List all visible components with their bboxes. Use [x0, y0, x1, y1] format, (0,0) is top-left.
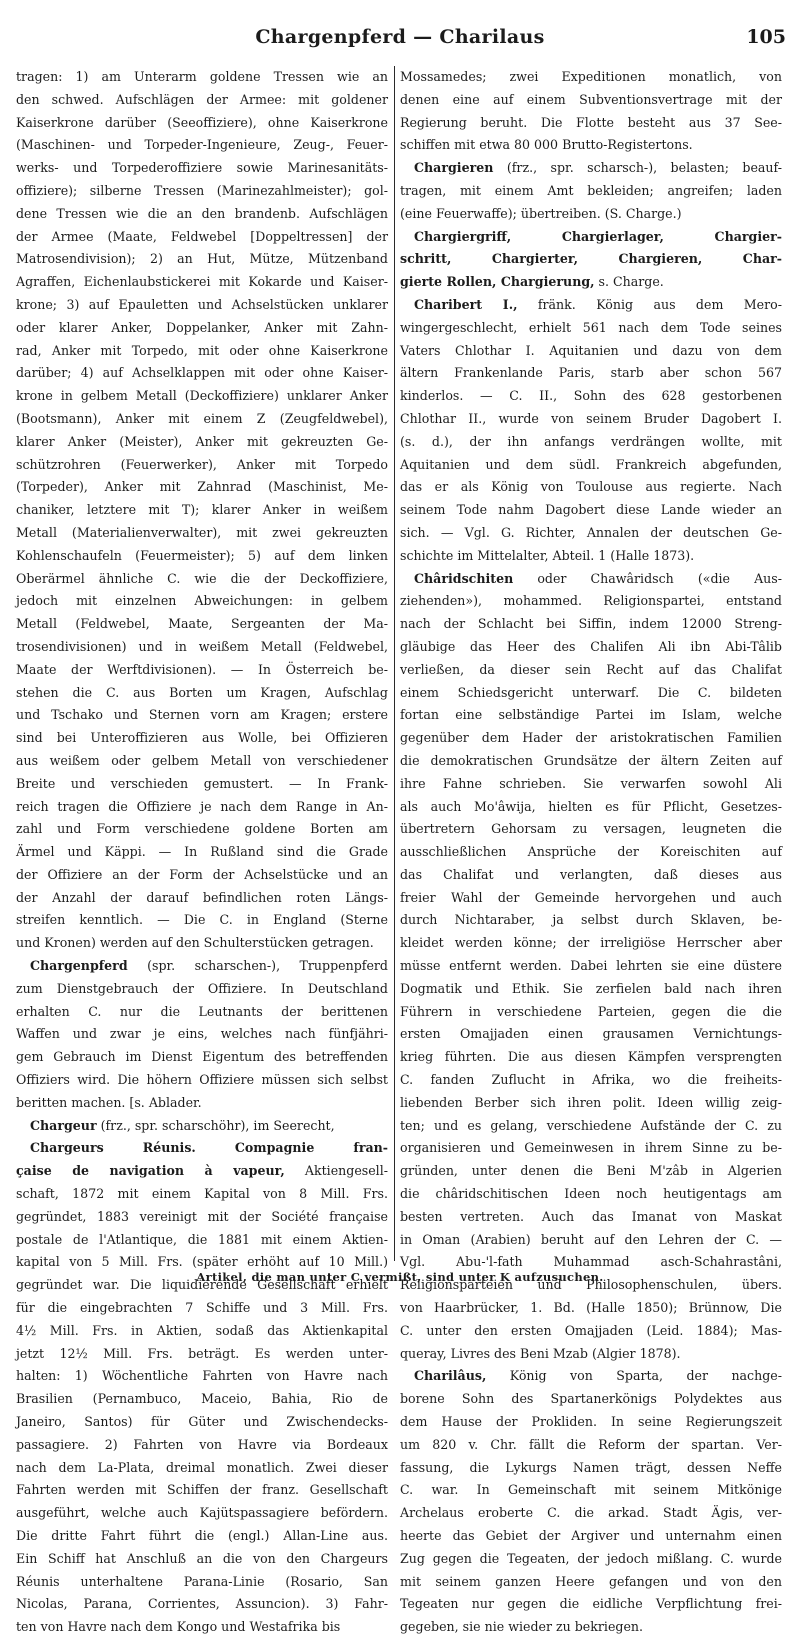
text-line: das er als König von Toulouse aus regierte. Nach — [400, 479, 782, 495]
headword: Chargeur — [30, 1117, 97, 1133]
text-line: Brasilien (Pernambuco, Maceio, Bahia, Rio de — [16, 1391, 388, 1407]
text-line: ihre Fahne schrieben. Sie verwarfen sowohl Ali — [400, 775, 782, 791]
text-line: (eine Feuerwaffe); übertreiben. (S. Charge.) — [400, 205, 682, 221]
text-line: ausgeführt, welche auch Kajütspassagiere befördern. — [16, 1505, 388, 1521]
headword: schritt, Chargierter, Chargieren, Char- — [400, 251, 782, 267]
text-line: Kaiserkrone darüber (Seeoffiziere), ohne Kaiserkrone — [16, 114, 388, 130]
text-line: Chargenpferd (spr. scharschen-), Truppenpferd — [30, 958, 388, 974]
column-divider — [394, 66, 395, 1261]
text-line: verließen, da dieser sein Recht auf das Chalifat — [400, 661, 782, 677]
text-line: Tegeaten nur gegen die eidliche Verpflichtung frei- — [400, 1596, 782, 1612]
text-line: Chargieren (frz., spr. scharsch-), belasten; beauf- — [414, 160, 782, 176]
text-line: Ärmel und Käppi. — In Rußland sind die Grade — [16, 844, 388, 860]
text-line: sind bei Unteroffizieren aus Wolle, bei Offizieren — [16, 730, 388, 746]
text-line: nach dem La-Plata, dreimal monatlich. Zwei dieser — [16, 1459, 388, 1475]
text-line: ten von Havre nach dem Kongo und Westafrika bis — [16, 1619, 341, 1635]
text-line: als auch Mo'âwija, hielten es für Pflicht, Gesetzes- — [400, 798, 782, 814]
text-line: die châridschitischen Ideen noch heutigentags am — [400, 1186, 782, 1202]
text-line — [400, 248, 782, 271]
text-line: borene Sohn des Spartanerkönigs Polydektes aus — [400, 1391, 782, 1407]
text-line: und Tschako und Sternen vorn am Kragen; erstere — [16, 707, 388, 723]
text-line: C. fanden Zuflucht in Afrika, wo die freiheits- — [400, 1072, 782, 1088]
text-line: schichte im Mittelalter, Abteil. 1 (Halle 1873). — [400, 547, 695, 563]
text-line: und Kronen) werden auf den Schulterstücken getragen. — [16, 935, 374, 951]
text-line: passagiere. 2) Fahrten von Havre via Bordeaux — [16, 1436, 388, 1452]
text-line: der Armee (Maate, Feldwebel [Doppeltressen] der — [16, 228, 388, 244]
text-line: (Maschinen- und Torpeder-Ingenieure, Zeug-, Feuer- — [16, 137, 388, 153]
text-line: Waffen und zwar je eins, welches nach fünfjähri- — [16, 1026, 388, 1042]
headword: çaise de navigation à vapeur, — [16, 1163, 285, 1179]
text-line: liebenden Berber sich ihren polit. Ideen willig zeig- — [400, 1094, 782, 1110]
text-line: gläubige das Heer des Chalifen Ali ibn Abi-Tâlib — [400, 638, 782, 654]
text-line: krone; 3) auf Epauletten und Achselstücken unklarer — [16, 296, 388, 312]
text-line: Vaters Chlothar I. Aquitanien und dazu von dem — [400, 342, 782, 358]
text-line: fassung, die Lykurgs Namen trägt, dessen Neffe — [400, 1459, 782, 1475]
text-line: Breite und verschieden gemustert. — In Frank- — [16, 775, 388, 791]
text-line: Ein Schiff hat Anschluß an die von den Chargeurs — [16, 1550, 388, 1566]
text-line — [16, 1137, 388, 1160]
text-line: heerte das Gebiet der Argiver und unternahm einen — [400, 1528, 782, 1543]
headword: Charibert I., — [414, 296, 518, 312]
text-line: kinderlos. — C. II., Sohn des 628 gestorbenen — [400, 388, 782, 404]
text-line: gegründet war. Die liquidierende Gesellschaft erhielt — [16, 1277, 388, 1293]
headword: Chargeurs Réunis. Compagnie fran- — [30, 1140, 388, 1156]
text-line: Chargeur (frz., spr. scharschöhr), im Seerecht, — [30, 1117, 335, 1133]
text-line: Matrosendivision); 2) an Hut, Mütze, Mützenband — [16, 251, 388, 267]
text-line: gegeben, sie nie wieder zu bekriegen. — [400, 1619, 644, 1635]
text-line: ältern Frankenlande Paris, starb aber schon 567 — [400, 365, 782, 381]
text-line: C. war. In Gemeinschaft mit seinem Mitkönige — [400, 1482, 782, 1498]
page-header — [0, 26, 800, 56]
text-line: chaniker, letztere mit T); klarer Anker in weißem — [16, 502, 388, 518]
text-line: zahl und Form verschiedene goldene Borten am — [16, 821, 388, 837]
headword: Chargieren — [414, 160, 494, 176]
text-line: gründen, unter denen die Beni M'zâb in Algerien — [400, 1163, 782, 1179]
text-line: gierte Rollen, Chargierung, s. Charge. — [400, 274, 664, 290]
text-line: zum Dienstgebrauch der Offiziere. In Deutschland — [16, 980, 388, 996]
text-line: Charilâus, König von Sparta, der nachge- — [414, 1368, 782, 1384]
text-line: für die eingebrachten 7 Schiffe und 3 Mill. Frs. — [16, 1300, 388, 1316]
text-line: Religionsparteien und Philosophenschulen, übers. — [400, 1277, 782, 1293]
text-line: Aquitanien und dem südl. Frankreich abgefunden, — [400, 456, 782, 472]
text-line: gem Gebrauch im Dienst Eigentum des betreffenden — [16, 1049, 388, 1065]
text-line: Janeiro, Santos) für Güter und Zwischendecks- — [16, 1414, 388, 1430]
text-line: dem Hause der Prokliden. In seine Regierungszeit — [400, 1414, 782, 1430]
text-line: seinem Tode nahm Dagobert diese Lande wieder an — [400, 502, 782, 518]
text-line: ersten Omajjaden einen grausamen Vernichtungs- — [400, 1026, 782, 1042]
text-line: Nicolas, Parana, Corrientes, Assuncion). 3) Fahr- — [16, 1596, 388, 1612]
text-line: ten; und es gelang, verschiedene Aufstände der C. zu — [400, 1117, 782, 1133]
text-line: schaft, 1872 mit einem Kapital von 8 Mill. Frs. — [16, 1186, 388, 1202]
headword: Charilâus, — [414, 1368, 487, 1384]
text-line: (Torpeder), Anker mit Zahnrad (Maschinist, Me- — [16, 479, 388, 495]
text-line: Führern in verschiedene Parteien, gegen die die — [400, 1003, 782, 1019]
text-line: Zug gegen die Tegeaten, der jedoch mißlang. C. wurde — [400, 1550, 782, 1566]
text-line: sich. — Vgl. G. Richter, Annalen der deutschen Ge- — [400, 524, 782, 540]
headword: Châridschiten — [414, 570, 514, 586]
text-line: tragen: 1) am Unterarm goldene Tressen wie an — [16, 69, 388, 84]
text-line: jetzt 12½ Mill. Frs. beträgt. Es werden unter- — [16, 1345, 388, 1361]
text-line: müsse entfernt werden. Dabei lehrten sie eine düstere — [400, 958, 782, 974]
text-line: krone in gelbem Metall (Deckoffiziere) unklarer Anker — [16, 388, 388, 404]
text-line: der Anzahl der darauf befindlichen roten Längs- — [16, 889, 388, 905]
text-line: werks- und Torpederoffiziere sowie Marinesanitäts- — [16, 160, 388, 176]
text-line — [400, 226, 782, 249]
text-line: freier Wahl der Gemeinde hervorgehen und auch — [400, 889, 782, 905]
text-line: Charibert I., fränk. König aus dem Mero- — [414, 296, 782, 312]
text-line: trosendivisionen) und in weißem Metall (Feldwebel, — [16, 638, 388, 654]
text-line: Regierung beruht. Die Flotte besteht aus 37 See- — [400, 114, 782, 130]
text-line: rad, Anker mit Torpedo, mit oder ohne Kaiserkrone — [16, 342, 388, 358]
text-line: dene Tressen wie die an den brandenb. Aufschlägen — [16, 205, 388, 221]
text-line: um 820 v. Chr. fällt die Reform der spartan. Ver- — [400, 1436, 782, 1452]
text-line: Kohlenschaufeln (Feuermeister); 5) auf dem linken — [16, 547, 388, 563]
text-line: jedoch mit einzelnen Abweichungen: in gelbem — [16, 593, 388, 609]
text-line: stehen die C. aus Borten um Kragen, Aufschlag — [16, 684, 388, 700]
text-line: von Haarbrücker, 1. Bd. (Halle 1850); Brünnow, Die — [400, 1300, 782, 1316]
page-footer-note: Artikel, die man unter C vermißt, sind unter K aufzusuchen. — [196, 1270, 604, 1284]
text-line: Mossamedes; zwei Expeditionen monatlich, von — [400, 69, 782, 84]
text-line: Maate der Werftdivisionen). — In Österreich be- — [16, 661, 388, 677]
text-line: (Bootsmann), Anker mit einem Z (Zeugfeldwebel), — [16, 410, 388, 426]
text-line: halten: 1) Wöchentliche Fahrten von Havre nach — [16, 1368, 388, 1384]
text-line: streifen kenntlich. — Die C. in England (Sterne — [16, 912, 388, 928]
text-line: Vgl. Abu-'l-fath Muhammad asch-Schahrastâni, — [400, 1254, 782, 1270]
text-line: ziehenden»), mohammed. Religionspartei, entstand — [400, 593, 782, 609]
text-line: Chlothar II., wurde von seinem Bruder Dagobert I. — [400, 410, 782, 426]
text-line: krieg führten. Die aus diesen Kämpfen versprengten — [400, 1049, 782, 1065]
text-line: postale de l'Atlantique, die 1881 mit einem Aktien- — [16, 1231, 388, 1247]
text-line: das Chalifat und verlangten, daß dieses aus — [400, 866, 782, 882]
text-line: organisieren und Gemeinwesen in ihrem Sinne zu be- — [400, 1140, 782, 1156]
headword: Chargiergriff, Chargierlager, Chargier- — [414, 228, 782, 244]
text-line: Archelaus eroberte C. die arkad. Stadt Ägis, ver- — [400, 1505, 782, 1521]
text-line: reich tragen die Offiziere je nach dem Range in An- — [16, 798, 388, 814]
text-line: queray, Livres des Beni Mzab (Algier 1878). — [400, 1345, 681, 1361]
text-line: wingergeschlecht, erhielt 561 nach dem Tode seines — [400, 319, 782, 335]
text-line: denen eine auf einem Subventionsvertrage mit der — [400, 91, 782, 107]
text-line: fortan eine selbständige Partei im Islam, welche — [400, 707, 782, 723]
text-line: oder klarer Anker, Doppelanker, Anker mit Zahn- — [16, 319, 388, 335]
text-line: erhalten C. nur die Leutnants der berittenen — [16, 1003, 388, 1019]
text-line: schützrohren (Feuerwerker), Anker mit Torpedo — [16, 456, 388, 472]
text-line: gegründet, 1883 vereinigt mit der Société française — [16, 1208, 388, 1224]
text-line: offiziere); silberne Tressen (Marinezahlmeister); gol- — [16, 182, 388, 198]
text-line: Metall (Materialienverwalter), mit zwei gekreuzten — [16, 524, 388, 540]
text-line: çaise de navigation à vapeur, Aktiengesell- — [16, 1163, 388, 1179]
text-line: ausschließlichen Ansprüche der Koreischiten auf — [400, 844, 782, 860]
text-line: nach der Schlacht bei Siffin, indem 12000 Streng- — [400, 616, 782, 632]
text-line: Oberärmel ähnliche C. wie die der Deckoffiziere, — [16, 570, 388, 586]
text-line: in Oman (Arabien) beruht auf den Lehren der C. — — [400, 1231, 782, 1247]
text-line: Réunis unterhaltene Parana-Linie (Rosario, San — [16, 1573, 388, 1589]
headword: gierte Rollen, Chargierung, — [400, 274, 595, 290]
page-number: 105 — [746, 26, 786, 48]
text-line: (s. d.), der ihn anfangs verdrängen wollte, mit — [400, 433, 782, 449]
text-line: C. unter den ersten Omajjaden (Leid. 1884); Mas- — [400, 1322, 782, 1338]
text-line: darüber; 4) auf Achselklappen mit oder ohne Kaiser- — [16, 365, 388, 381]
text-line: kleidet werden könne; der irreligiöse Herrscher aber — [400, 935, 782, 951]
text-line: den schwed. Aufschlägen der Armee: mit goldener — [16, 91, 388, 107]
text-line: tragen, mit einem Amt bekleiden; angreifen; laden — [400, 182, 782, 198]
text-line: besten vertreten. Auch das Imanat von Maskat — [400, 1208, 782, 1224]
text-line: Châridschiten oder Chawâridsch («die Aus- — [414, 570, 782, 586]
text-line: schiffen mit etwa 80 000 Brutto-Registertons. — [400, 137, 693, 153]
text-line: einem Schiedsgericht unterwarf. Die C. bildeten — [400, 684, 782, 700]
text-line: mit seinem ganzen Heere gefangen und von den — [400, 1573, 782, 1589]
text-line: Agraffen, Eichenlaubstickerei mit Kokarde und Kaiser- — [16, 274, 388, 290]
text-line: aus weißem oder gelbem Metall von verschiedener — [16, 752, 388, 768]
text-line: kapital von 5 Mill. Frs. (später erhöht auf 10 Mill.) — [16, 1254, 388, 1270]
text-line: übertretern Gehorsam zu versagen, leugneten die — [400, 821, 782, 837]
text-line: Offiziers wird. Die höhern Offiziere müssen sich selbst — [16, 1072, 388, 1088]
text-line: Fahrten werden mit Schiffen der franz. Gesellschaft — [16, 1482, 388, 1498]
text-line: Dogmatik und Ethik. Sie zerfielen bald nach ihren — [400, 980, 782, 996]
text-line: die demokratischen Grundsätze der ältern Zeiten auf — [400, 752, 782, 768]
headword: Chargenpferd — [30, 958, 128, 974]
text-line: klarer Anker (Meister), Anker mit gekreuzten Ge- — [16, 433, 388, 449]
text-line: durch Nichtaraber, ja selbst durch Sklaven, be- — [400, 912, 782, 928]
text-line: Metall (Feldwebel, Maate, Sergeanten der Ma- — [16, 616, 388, 632]
text-line: 4½ Mill. Frs. in Aktien, sodaß das Aktienkapital — [16, 1322, 388, 1338]
text-line: beritten machen. [s. Ablader. — [16, 1094, 202, 1110]
text-line: gegenüber dem Hader der aristokratischen Familien — [400, 730, 782, 746]
running-title: Chargenpferd — Charilaus — [255, 26, 545, 48]
text-line: der Offiziere an der Form der Achselstücke und an — [16, 866, 388, 882]
left-column — [16, 66, 388, 1635]
text-line: Die dritte Fahrt führt die (engl.) Allan-Line aus. — [16, 1528, 388, 1543]
